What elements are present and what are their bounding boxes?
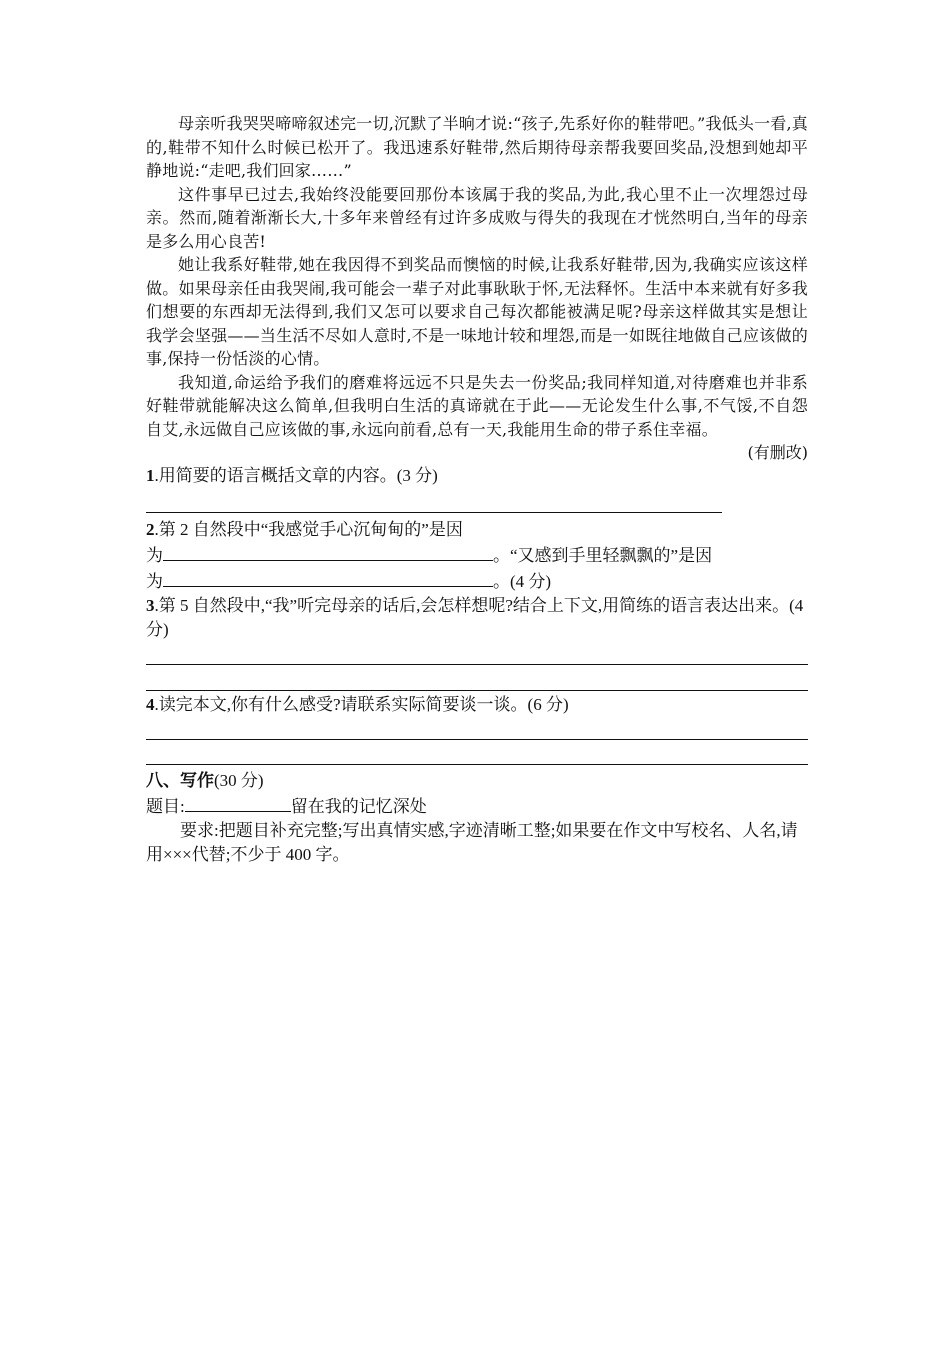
passage-paragraph: 这件事早已过去,我始终没能要回那份本该属于我的奖品,为此,我心里不止一次埋怨过母亲。然而,随着渐渐长大,十多年来曾经有过许多成败与得失的我现在才恍然明白,当年的母亲是多么用心良苦! <box>146 184 808 251</box>
section-points: (30 分) <box>214 771 264 790</box>
passage-paragraph: 我知道,命运给予我们的磨难将远远不只是失去一份奖品;我同样知道,对待磨难也并非系好鞋带就能解决这么简单,但我明白生活的真谛就在于此——无论发生什么事,不气馁,不自怨自艾,永远做自己应该做的事,永远向前看,总有一天,我能用生命的带子系住幸福。 <box>146 372 808 439</box>
blank-prefix: 为 <box>146 546 163 565</box>
question-number: 3 <box>146 596 155 615</box>
question-4 <box>146 693 808 717</box>
blank-suffix: 。“又感到手里轻飘飘的”是因 <box>493 546 713 565</box>
essay-requirements: 要求:把题目补充完整;写出真情实感,字迹清晰工整;如果要在作文中写校名、人名,请用×××代替;不少于 400 字。 <box>146 821 798 864</box>
answer-blank-q2-a[interactable] <box>163 542 493 561</box>
essay-title-blank[interactable] <box>185 793 291 812</box>
question-2-line3 <box>146 568 808 594</box>
essay-title-line <box>146 793 808 819</box>
source-note: (有删改) <box>747 443 808 462</box>
question-number: 1 <box>146 466 155 485</box>
title-suffix: 留在我的记忆深处 <box>290 797 427 816</box>
question-text: .读完本文,你有什么感受?请联系实际简要谈一谈。(6 分) <box>154 695 569 714</box>
question-text: .第 2 自然段中“我感觉手心沉甸甸的”是因 <box>154 520 463 539</box>
answer-blank-q2-b[interactable] <box>163 568 493 587</box>
question-number: 2 <box>146 520 155 539</box>
question-3 <box>146 594 808 642</box>
question-2-line2 <box>146 542 808 568</box>
passage-paragraph: 她让我系好鞋带,她在我因得不到奖品而懊恼的时候,让我系好鞋带,因为,我确实应该这样做。如果母亲任由我哭闹,我可能会一辈子对此事耿耿于怀,无法释怀。生活中本来就有好多我们想要的东西却无法得到,我们又怎可以要求自己每次都能被满足呢?母亲这样做其实是想让我学会坚强——当生活不尽如人意时,不是一味地计较和埋怨,而是一如既往地做自己应该做的事,保持一份恬淡的心情。 <box>146 255 808 368</box>
question-text: .用简要的语言概括文章的内容。(3 分) <box>154 466 438 485</box>
question-number: 4 <box>146 695 155 714</box>
section-title: 八、写作 <box>146 771 214 790</box>
blank-prefix: 为 <box>146 572 163 591</box>
passage-paragraph: 母亲听我哭哭啼啼叙述完一切,沉默了半晌才说:“孩子,先系好你的鞋带吧。”我低头一看,真的,鞋带不知什么时候已松开了。我迅速系好鞋带,然后期待母亲帮我要回奖品,没想到她却平静地说:“走吧,我们回家……” <box>146 114 808 180</box>
worksheet-page <box>146 112 808 867</box>
question-1 <box>146 464 808 488</box>
blank-suffix: 。(4 分) <box>493 572 552 591</box>
title-prefix: 题目: <box>146 797 185 816</box>
question-text: .第 5 自然段中,“我”听完母亲的话后,会怎样想呢?结合上下文,用简练的语言表达出来。(4 分) <box>146 596 804 639</box>
section-heading <box>146 769 808 793</box>
question-2 <box>146 518 808 542</box>
